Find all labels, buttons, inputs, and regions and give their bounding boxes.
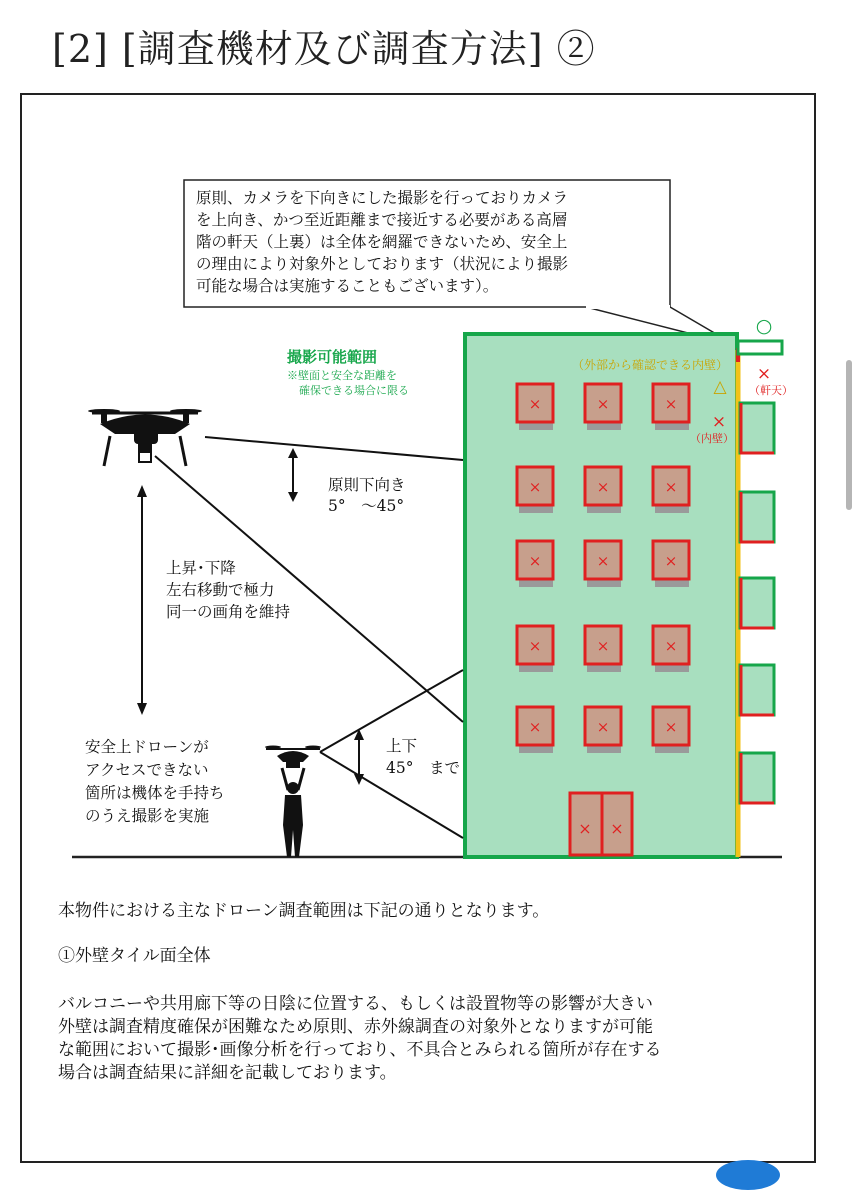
window-defect-mark: × [528, 637, 542, 655]
balcony [740, 753, 774, 803]
balcony [740, 403, 774, 453]
angle-arrow [288, 448, 298, 502]
balcony-column [740, 403, 774, 803]
window-defect-mark: × [664, 478, 678, 496]
movement-line-2: 左右移動で極力 [166, 581, 275, 599]
balcony-rail [740, 753, 774, 803]
window-defect-mark: × [664, 395, 678, 413]
detail-line-2: 外壁は調査精度確保が困難なため原則、赤外線調査の対象外となりますが可能 [58, 1017, 653, 1037]
window-defect-mark: × [596, 395, 610, 413]
window [585, 626, 621, 672]
window [653, 707, 689, 753]
balcony [740, 578, 774, 628]
balcony-rail [740, 492, 774, 542]
handheld-angle-arrow [354, 729, 364, 785]
range-note-2: 確保できる場合に限る [299, 384, 409, 397]
callout-box [184, 180, 735, 345]
range-title: 撮影可能範囲 [287, 348, 378, 366]
callout-line-4: の理由により対象外としております（状況により撮影 [196, 255, 569, 273]
hand-angle-line-1: 上下 [386, 737, 418, 755]
window-defect-mark: × [528, 478, 542, 496]
floating-action-button[interactable] [716, 1160, 780, 1190]
window [653, 626, 689, 672]
detail-paragraph [58, 993, 788, 1085]
inner-wall-cross-symbol: × [711, 412, 727, 432]
window-defect-mark: × [528, 552, 542, 570]
balcony-rail [740, 665, 774, 715]
window [517, 707, 553, 753]
handheld-line-2: アクセスできない [85, 761, 209, 779]
window-defect-mark: × [664, 718, 678, 736]
door-mark-left: × [578, 819, 592, 838]
intro-text: 本物件における主なドローン調査範囲は下記の通りとなります。 [58, 901, 550, 921]
window-defect-mark: × [596, 478, 610, 496]
detail-line-1: バルコニーや共用廊下等の日陰に位置する、もしくは設置物等の影響が大きい [58, 994, 653, 1014]
item-1-heading: ①外壁タイル面全体 [58, 946, 211, 966]
callout-line-2: を上向き、かつ至近距離まで接近する必要がある高層 [196, 211, 568, 229]
callout-line-5: 可能な場合は実施することもございます）。 [196, 277, 499, 295]
balcony [740, 492, 774, 542]
person-holding-drone-icon [265, 746, 321, 858]
window [585, 541, 621, 587]
drone-angle-line-2: 5° ～45° [328, 497, 405, 515]
detail-line-3: な範囲において撮影･画像分析を行っており、不具合とみられる箇所が存在する [58, 1040, 662, 1060]
window [653, 384, 689, 430]
movement-line-1: 上昇･下降 [166, 559, 236, 577]
drone-icon [88, 409, 202, 466]
callout-line-1: 原則、カメラを下向きにした撮影を行っておりカメラ [196, 189, 569, 207]
drone-angle-line-1: 原則下向き [328, 476, 406, 494]
balcony-rail [740, 578, 774, 628]
window-defect-mark: × [664, 637, 678, 655]
window-defect-mark: × [596, 718, 610, 736]
drone-view-cone [155, 437, 463, 722]
callout-joint [586, 305, 670, 309]
window-defect-mark: × [528, 395, 542, 413]
window [517, 384, 553, 430]
soffit-cross-symbol: × [756, 364, 772, 384]
shooting-range-label [287, 348, 409, 397]
triangle-symbol: △ [713, 377, 727, 397]
balcony-rail [740, 403, 774, 453]
window-defect-mark: × [528, 718, 542, 736]
window-defect-mark: × [664, 552, 678, 570]
soffit-label: （軒天） [749, 384, 793, 397]
detail-line-4: 場合は調査結果に詳細を記載しております。 [58, 1063, 397, 1083]
hand-angle-line-2: 45° まで [386, 759, 460, 777]
window-defect-mark: × [596, 552, 610, 570]
window [517, 541, 553, 587]
window-defect-mark: × [596, 637, 610, 655]
circle-symbol: ○ [755, 315, 773, 337]
window [517, 467, 553, 513]
page-title: [2] [調査機材及び調査方法] ② [52, 27, 596, 71]
roof-eave [738, 341, 782, 354]
balcony [740, 665, 774, 715]
inner-wall-caption: （外部から確認できる内壁） [572, 358, 729, 372]
window [585, 707, 621, 753]
inner-wall-label: （内壁） [690, 432, 734, 445]
building [465, 334, 782, 857]
window [585, 384, 621, 430]
handheld-line-1: 安全上ドローンが [85, 738, 209, 756]
window [585, 467, 621, 513]
door-mark-right: × [610, 819, 624, 838]
vertical-move-arrow [137, 485, 147, 715]
movement-line-3: 同一の画角を維持 [166, 603, 291, 621]
window [653, 467, 689, 513]
handheld-line-3: 箇所は機体を手持ち [85, 784, 225, 802]
callout-line-3: 階の軒天（上裏）は全体を網羅できないため、安全上 [196, 233, 568, 251]
scrollbar[interactable] [846, 360, 852, 510]
range-note-1: ※壁面と安全な距離を [287, 369, 397, 382]
window [653, 541, 689, 587]
entrance-door [570, 793, 632, 855]
handheld-line-4: のうえ撮影を実施 [85, 807, 210, 825]
window [517, 626, 553, 672]
